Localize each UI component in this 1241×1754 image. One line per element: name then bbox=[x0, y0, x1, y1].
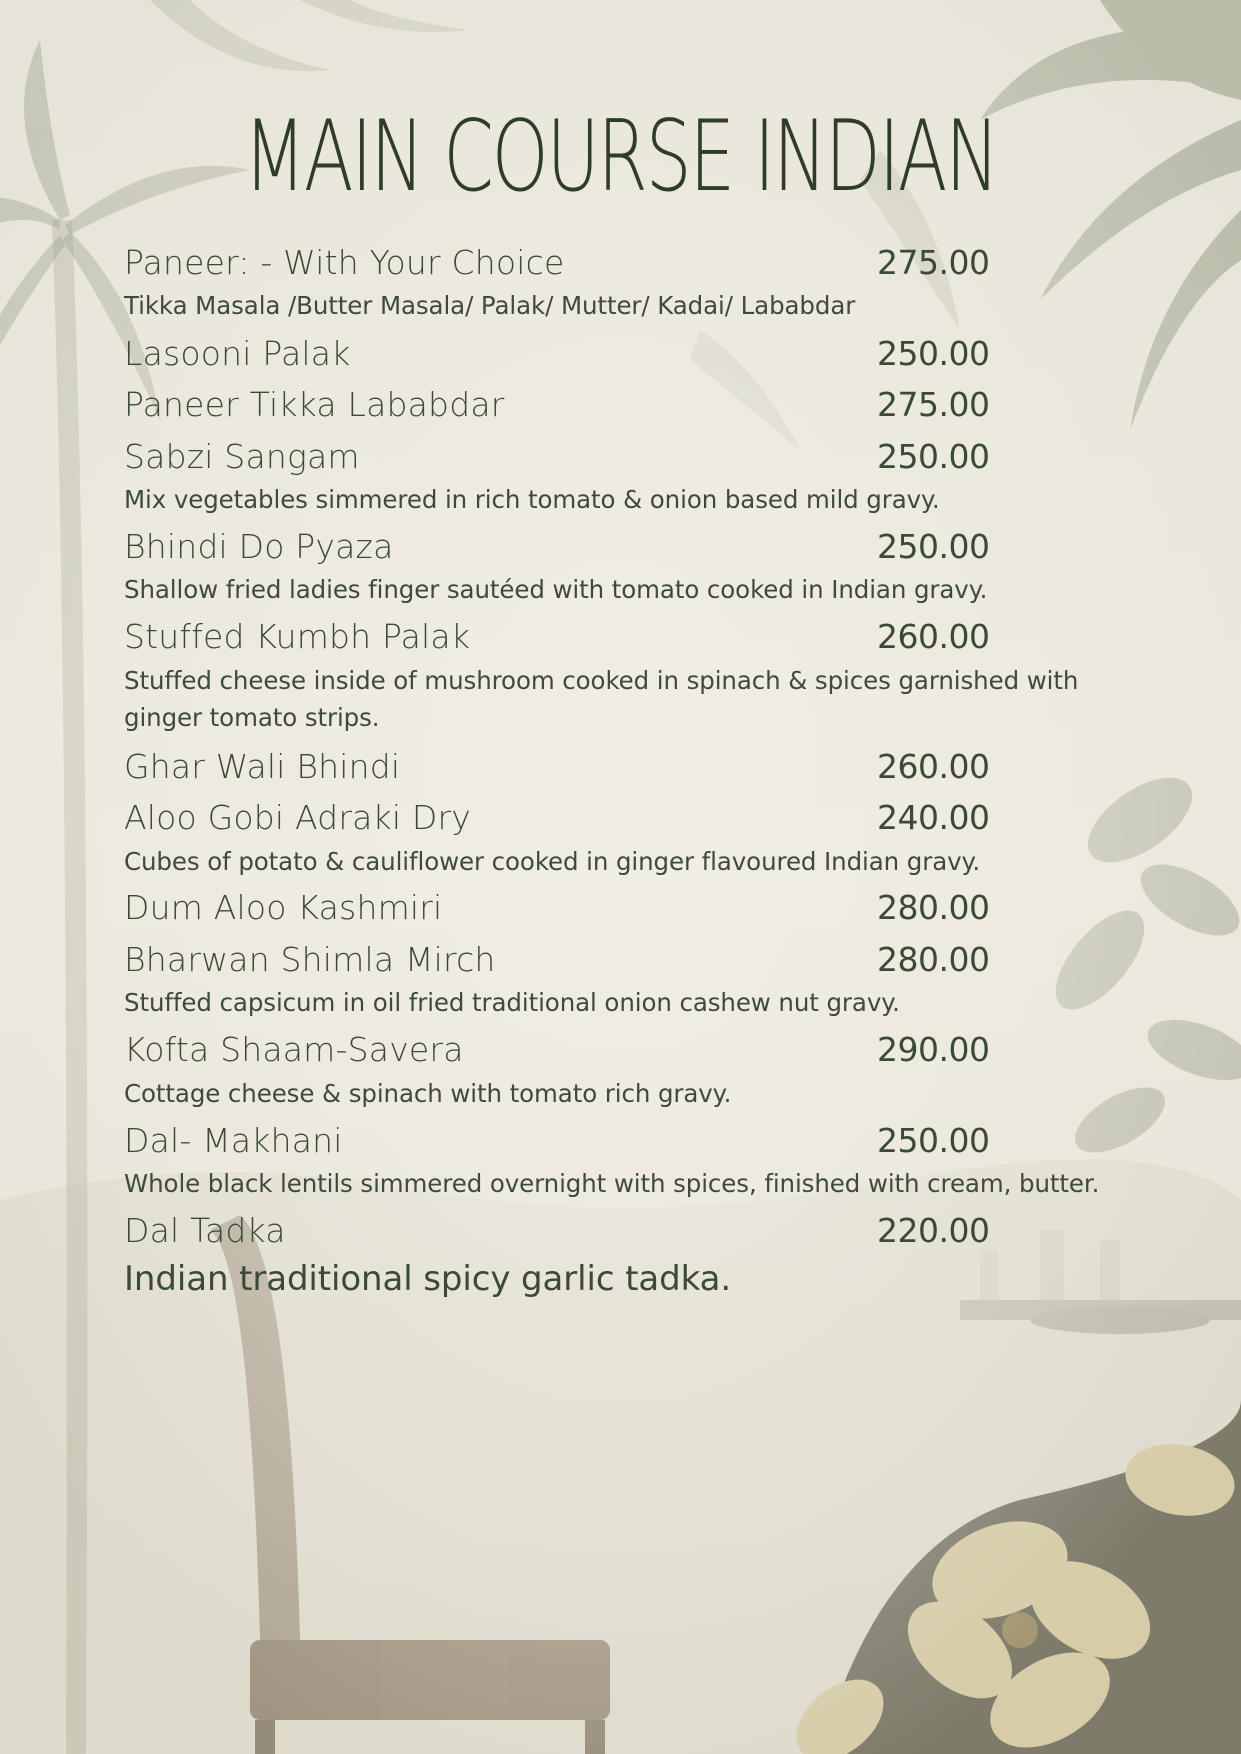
item-price: 290.00 bbox=[877, 1030, 990, 1069]
item-description: Stuffed capsicum in oil fried traditional onion cashew nut gravy. bbox=[124, 988, 900, 1017]
menu-item bbox=[124, 798, 990, 838]
item-description: Shallow fried ladies finger sautéed with tomato cooked in Indian gravy. bbox=[124, 575, 988, 604]
item-price: 260.00 bbox=[877, 747, 990, 786]
menu-item bbox=[124, 527, 990, 567]
item-description: Tikka Masala /Butter Masala/ Palak/ Mutter/ Kadai/ Lababdar bbox=[124, 291, 856, 320]
item-price: 280.00 bbox=[877, 888, 990, 927]
item-name: Aloo Gobi Adraki Dry bbox=[124, 798, 471, 837]
item-price: 250.00 bbox=[877, 334, 990, 373]
menu-item bbox=[124, 437, 990, 477]
item-name: Lasooni Palak bbox=[124, 334, 351, 373]
item-description: Indian traditional spicy garlic tadka. bbox=[124, 1259, 732, 1299]
item-price: 275.00 bbox=[877, 243, 990, 282]
page-title: MAIN COURSE INDIAN bbox=[243, 100, 998, 214]
menu-item bbox=[124, 385, 990, 425]
menu-item bbox=[124, 747, 990, 787]
item-name: Kofta Shaam-Savera bbox=[124, 1030, 464, 1069]
item-price: 240.00 bbox=[877, 798, 990, 837]
item-name: Ghar Wali Bhindi bbox=[124, 747, 401, 786]
item-price: 260.00 bbox=[877, 617, 990, 656]
menu-item bbox=[124, 1121, 990, 1161]
item-name: Paneer: - With Your Choice bbox=[124, 243, 565, 282]
item-description: Cubes of potato & cauliflower cooked in ginger flavoured Indian gravy. bbox=[124, 847, 981, 876]
item-name: Bharwan Shimla Mirch bbox=[124, 940, 496, 979]
item-name: Dum Aloo Kashmiri bbox=[124, 888, 443, 927]
item-description: Mix vegetables simmered in rich tomato & onion based mild gravy. bbox=[124, 485, 940, 514]
menu-item bbox=[124, 334, 990, 374]
item-price: 250.00 bbox=[877, 437, 990, 476]
item-name: Dal Tadka bbox=[124, 1211, 286, 1250]
item-name: Bhindi Do Pyaza bbox=[124, 527, 394, 566]
menu-item bbox=[124, 1211, 990, 1251]
item-price: 220.00 bbox=[877, 1211, 990, 1250]
item-price: 250.00 bbox=[877, 527, 990, 566]
menu-item bbox=[124, 1030, 990, 1070]
item-name: Dal- Makhani bbox=[124, 1121, 343, 1160]
item-description: Cottage cheese & spinach with tomato rich gravy. bbox=[124, 1079, 732, 1108]
menu-item bbox=[124, 243, 990, 283]
menu-item bbox=[124, 940, 990, 980]
item-description: Stuffed cheese inside of mushroom cooked in spinach & spices garnished with ginger tomato strips. bbox=[124, 666, 1079, 732]
item-price: 280.00 bbox=[877, 940, 990, 979]
item-description: Whole black lentils simmered overnight with spices, finished with cream, butter. bbox=[124, 1169, 1100, 1198]
item-name: Stuffed Kumbh Palak bbox=[124, 617, 471, 656]
item-price: 250.00 bbox=[877, 1121, 990, 1160]
menu-item bbox=[124, 617, 990, 657]
item-name: Sabzi Sangam bbox=[124, 437, 360, 476]
item-price: 275.00 bbox=[877, 385, 990, 424]
menu-item bbox=[124, 888, 990, 928]
item-name: Paneer Tikka Lababdar bbox=[124, 385, 505, 424]
